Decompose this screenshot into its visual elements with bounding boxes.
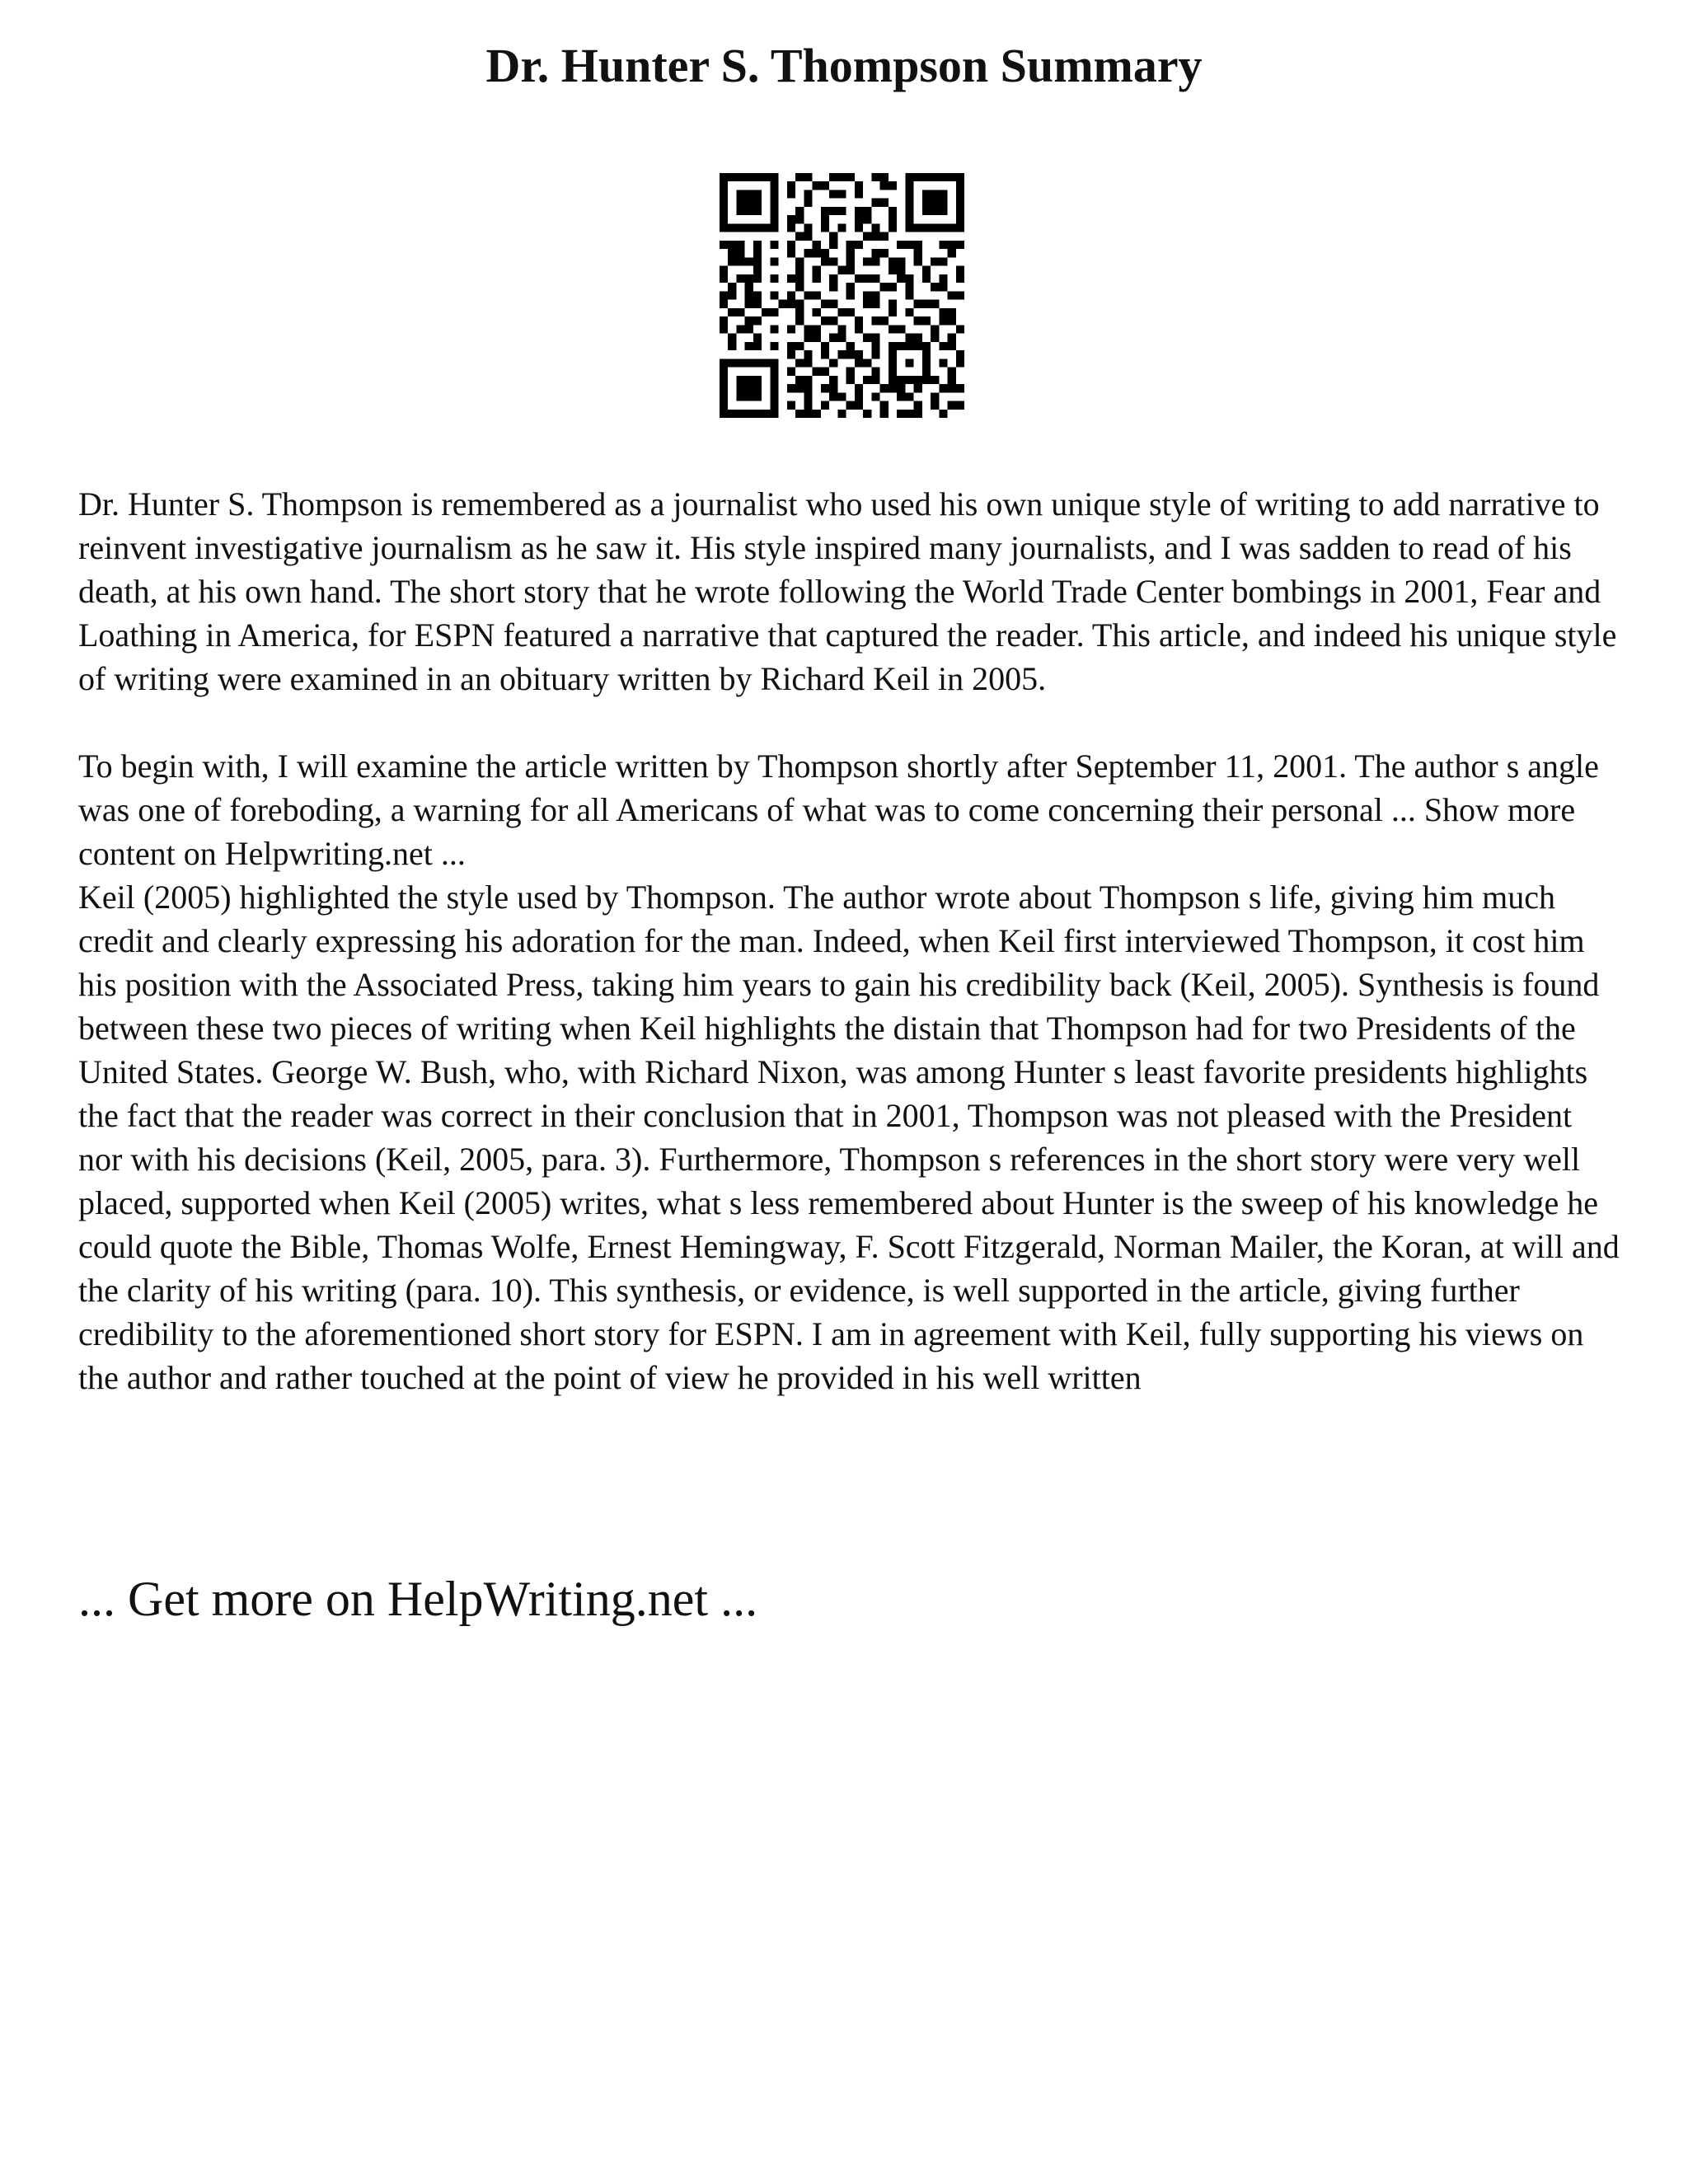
paragraph-gap [78,701,1620,744]
page-title: Dr. Hunter S. Thompson Summary [485,39,1203,92]
paragraph-synthesis: Keil (2005) highlighted the style used by Thompson. The author wrote about Thompson s life, giving him much credit and clearly expressing his adoration for the man. Indeed, when Keil first interviewed Thompson, it cost him his position with the Associated Press, taking him years to gain his credibility back (Keil, 2005). Synthesis is found between these two pieces of writing when Keil highlights the distain that Thompson had for two Presidents of the United States. George W. Bush, who, with Richard Nixon, was among Hunter s least favorite presidents highlights the fact that the reader was correct in their conclusion that in 2001, Thompson was not pleased with the President nor with his decisions (Keil, 2005, para. 3). Furthermore, Thompson s references in the short story were very well placed, supported when Keil (2005) writes, what s less remembered about Hunter is the sweep of his knowledge he could quote the Bible, Thomas Wolfe, Ernest Hemingway, F. Scott Fitzgerald, Norman Mailer, the Koran, at will and the clarity of his writing (para. 10). This synthesis, or evidence, is well supported in the article, giving further credibility to the aforementioned short story for ESPN. I am in agreement with Keil, fully supporting his views on the author and rather touched at the point of view he provided in his well written [78,879,1620,1396]
qr-code-icon [720,173,964,418]
get-more-link[interactable]: ... Get more on HelpWriting.net ... [78,1572,758,1626]
paragraph-intro: Dr. Hunter S. Thompson is remembered as a journalist who used his own unique style of writing to add narrative to reinvent investigative journalism as he saw it. His style inspired many journalists, and I was sadden to read of his death, at his own hand. The short story that he wrote following the World Trade Center bombings in 2001, Fear and Loathing in America, for ESPN featured a narrative that captured the reader. This article, and indeed his unique style of writing were examined in an obituary written by Richard Keil in 2005. [78,485,1617,697]
article-body [78,482,1620,1399]
paragraph-examination: To begin with, I will examine the article written by Thompson shortly after September 11, 2001. The author s angle was one of foreboding, a warning for all Americans of what was to come concerning their personal ... Show more content on Helpwriting.net ... [78,748,1599,872]
